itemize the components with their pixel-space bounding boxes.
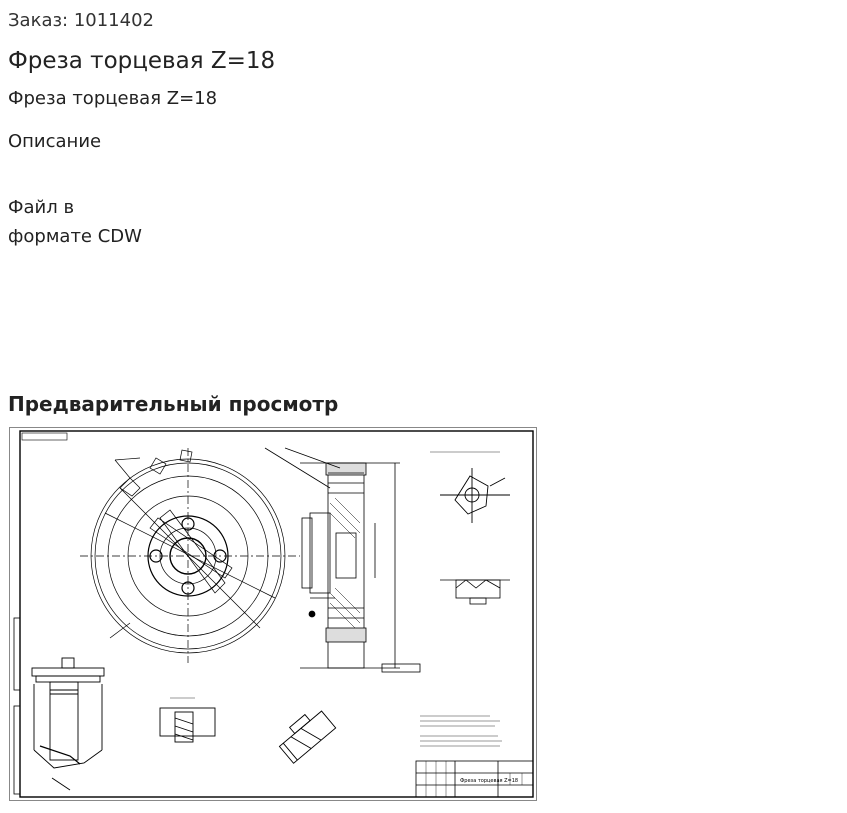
description-heading: Описание (8, 131, 102, 152)
preview-heading: Предварительный просмотр (8, 392, 339, 416)
title-block-name: Фреза торцевая Z=18 (460, 778, 519, 784)
file-format-line-1: Файл в (8, 197, 75, 218)
technical-drawing (10, 428, 536, 800)
product-subtitle: Фреза торцевая Z=18 (8, 88, 218, 109)
drawing-preview-image[interactable] (9, 427, 537, 801)
file-format-line-2: формате CDW (8, 226, 142, 247)
order-number: Заказ: 1011402 (8, 10, 154, 31)
product-title: Фреза торцевая Z=18 (8, 48, 276, 74)
file-format-note (8, 193, 208, 251)
